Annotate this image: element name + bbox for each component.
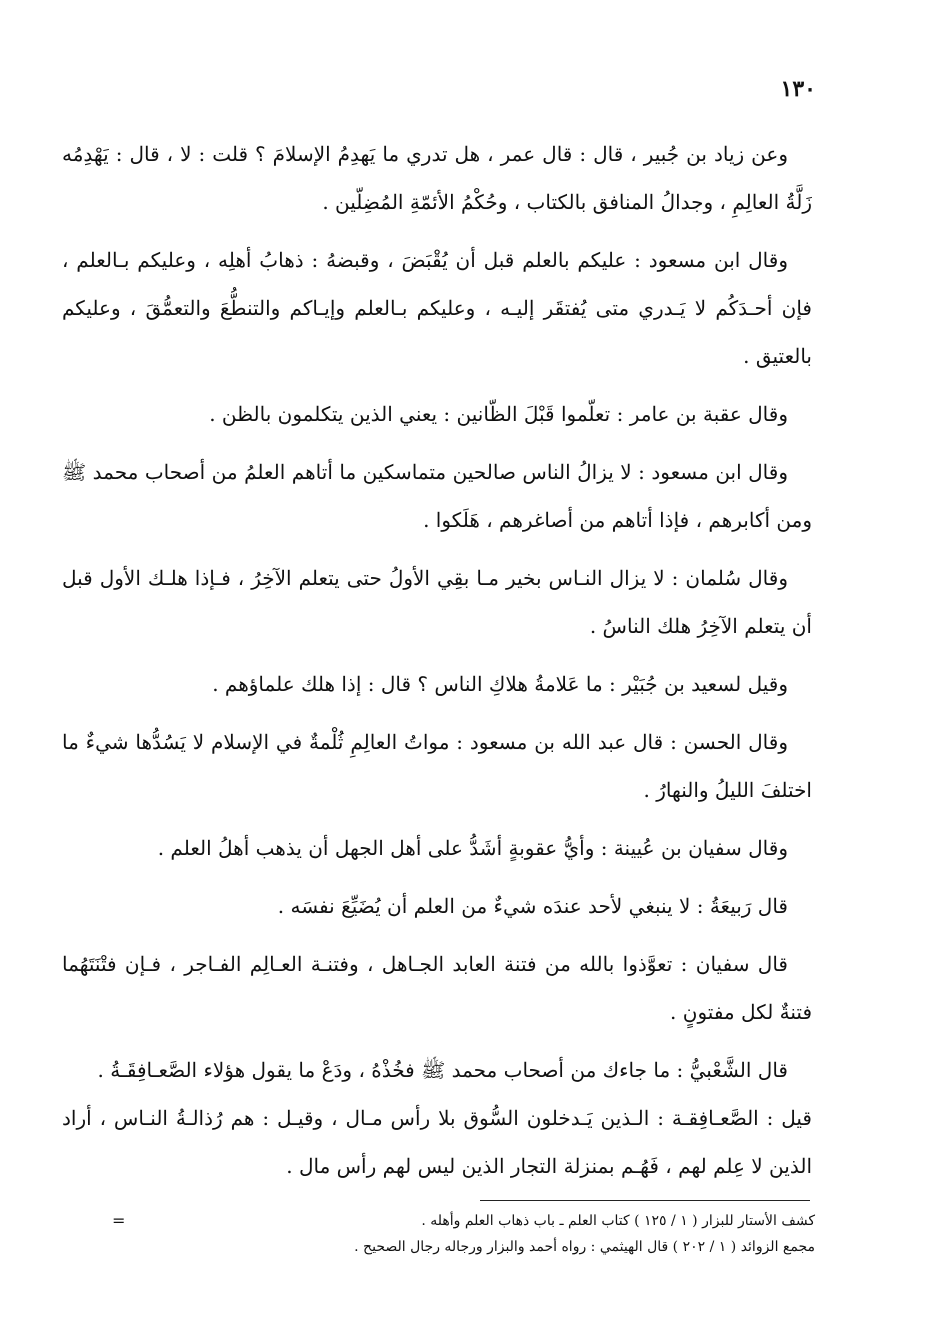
paragraph-ibn-masud-knowledge: وقال ابن مسعود : عليكم بالعلم قبل أن يُقْبَضَ ، وقبضهُ : ذهابُ أهلِه ، وعليكم بـالعلم ، فإن أحـدَكُم لا يَـدري متى يُفتقَر إليـه ، وعليكم بـالعلم وإيـاكم والتنطُّعَ والتعمُّقَ ، وعليكم بالعتيق . (62, 248, 812, 368)
paragraph-sulman: وقال سُلمان : لا يزال النـاس بخير مـا بقِي الأولُ حتى يتعلم الآخِرُ ، فـإذا هلـك الأول قبل أن يتعلم الآخِرُ هلك الناسُ . (62, 566, 812, 638)
footnotes (112, 1208, 815, 1260)
paragraph-sufyan: قال سفيان : تعوَّذوا بالله من فتنة العابد الجـاهل ، وفتنـة العـالِم الفـاجر ، فـإن فتْنَتَهُما فتنةٌ لكل مفتونٍ . (62, 952, 812, 1024)
footnote-line: كشف الأستار للبزار ( ١ / ١٢٥ ) كتاب العلم ـ باب ذهاب العلم وأهله . (421, 1213, 815, 1229)
paragraph-uqba: وقال عقبة بن عامر : تعلّموا قَبْلَ الظّانين : يعني الذين يتكلمون بالظن . (209, 402, 788, 426)
footnote-divider (480, 1200, 810, 1201)
footnote-line: مجمع الزوائد ( ١ / ٢٠٢ ) قال الهيثمي : رواه أحمد والبزار ورجاله رجال الصحيح . (354, 1239, 815, 1255)
paragraph-rabia: قال رَبيعَةُ : لا ينبغي لأحد عندَه شيءٌ من العلم أن يُضَيِّعَ نفسَه . (277, 894, 788, 918)
paragraph-ziyad: وعن زياد بن جُبير ، قال : قال عمر ، هل تدري ما يَهدِمُ الإسلامَ ؟ قلت : لا ، قال : يَهْدِمُه زَلَّةُ العالِمِ ، وجدالُ المنافق بالكتاب ، وحُكْمُ الأئمّةِ المُضِلّين . (62, 142, 812, 214)
paragraph-said: وقيل لسعيد بن جُبَيْر : ما عَلامةُ هلاكِ الناس ؟ قال : إذا هلك علماؤهم . (212, 672, 788, 696)
footnote-continuation-marker: = (112, 1211, 126, 1230)
paragraph-hasan: وقال الحسن : قال عبد الله بن مسعود : مواتُ العالِمِ ثُلْمةٌ في الإسلام لا يَسُدُّها شيءٌ ما اختلفَ الليلُ والنهارُ . (62, 730, 812, 802)
paragraph-ibn-masud-people: وقال ابن مسعود : لا يزالُ الناس صالحين متماسكين ما أتاهم العلمُ من أصحاب محمد ﷺ ومن أكابرهم ، فإذا أتاهم من أصاغرهم ، هَلَكوا . (62, 460, 812, 532)
paragraph-saafiqa: قيل : الصَّعـافِقـة : الـذين يَـدخلون السُّوق بلا رأس مـال ، وقيـل : هم رُذالـةُ النـاس ، أراد الذين لا عِلم لهم ، فَهُـم بمنزلة التجار الذين ليس لهم رأس مال . (62, 1106, 812, 1178)
paragraph-shabi: قال الشَّعْبيُّ : ما جاءك من أصحاب محمد ﷺ فخُذْهُ ، ودَعْ ما يقول هؤلاء الصَّعـافِقَـةُ . (97, 1058, 788, 1082)
main-text (62, 130, 812, 1190)
paragraph-sufyan-uyayna: وقال سفيان بن عُيينة : وأيُّ عقوبةٍ أشَدُّ على أهل الجهل أن يذهب أهلُ العلم . (157, 836, 788, 860)
page-number: ١٣٠ (780, 76, 816, 102)
